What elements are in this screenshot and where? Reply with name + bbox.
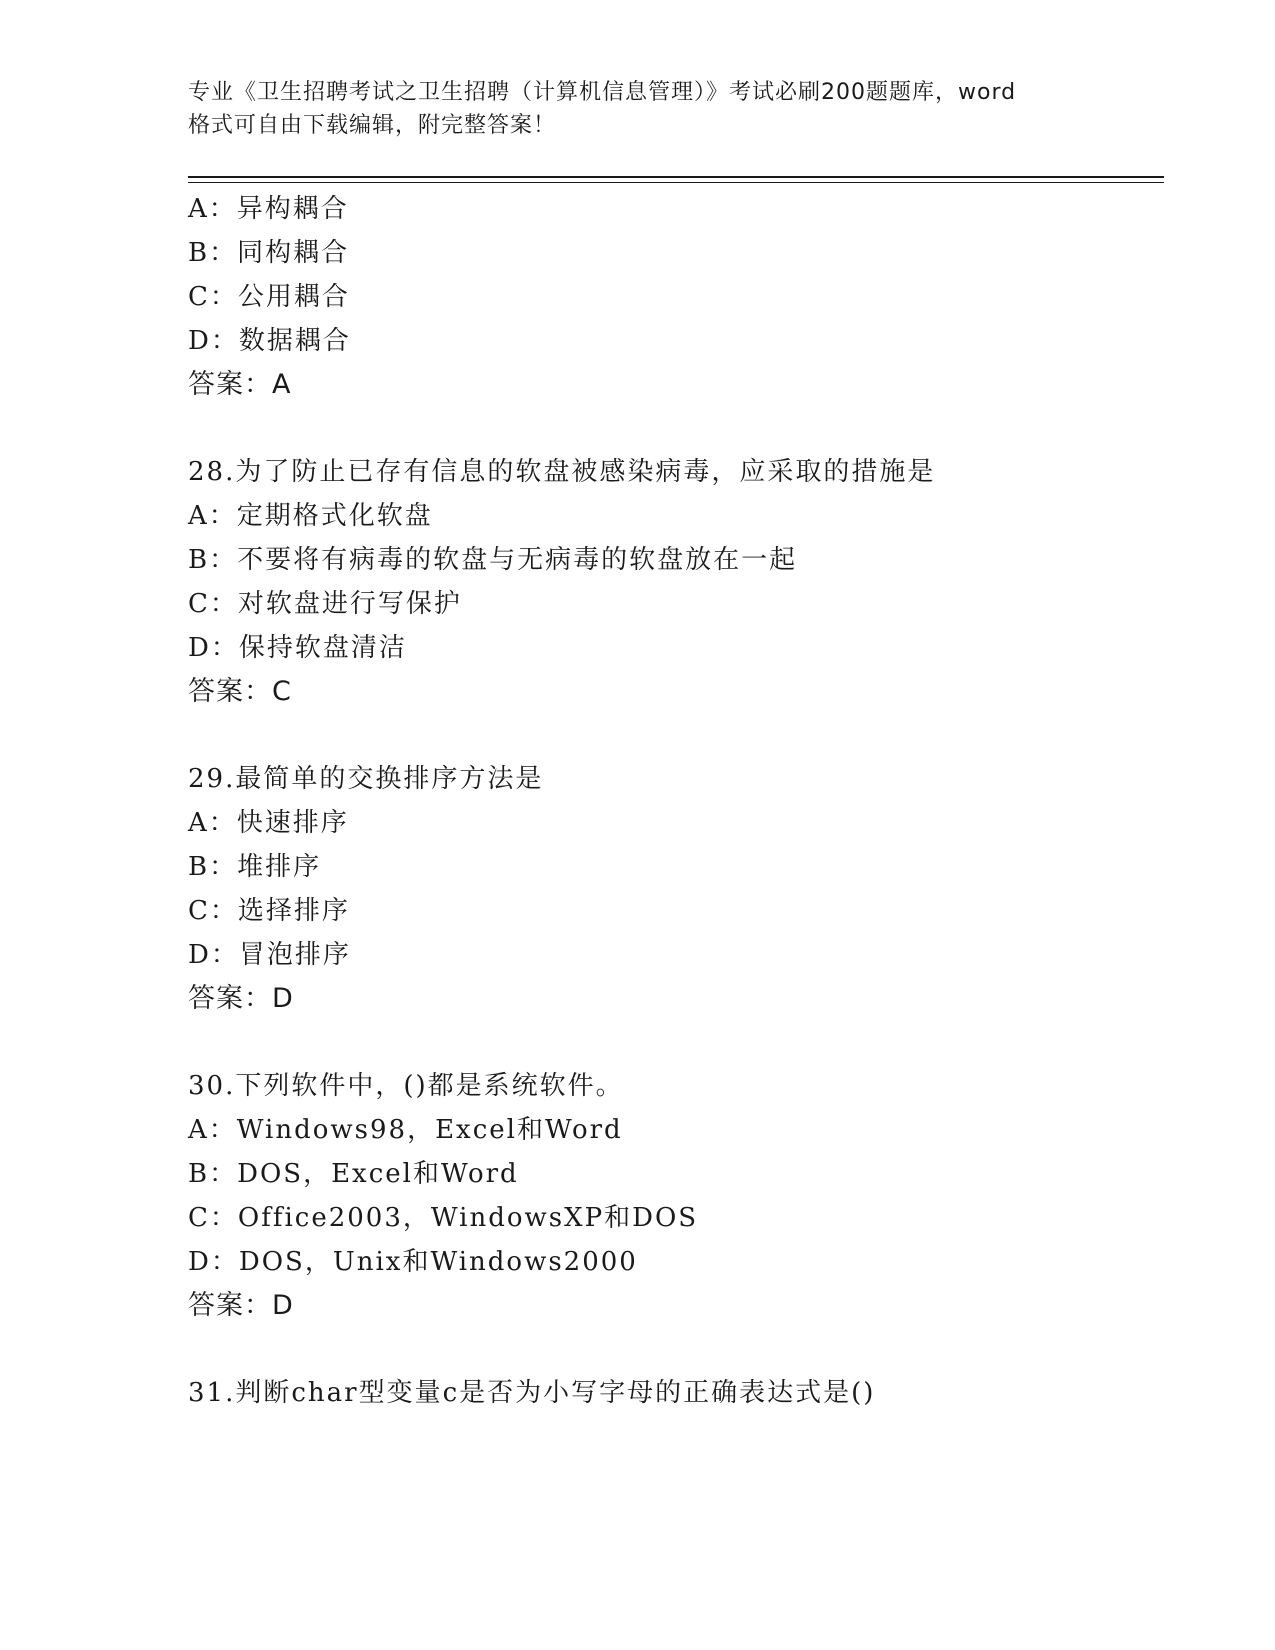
header-divider-thick xyxy=(188,176,1164,178)
q28-option-c: C：对软盘进行写保护 xyxy=(188,589,462,619)
q30-option-b: B：DOS，Excel和Word xyxy=(188,1159,519,1189)
q30-option-d: D：DOS，Unix和Windows2000 xyxy=(188,1247,638,1277)
q28-option-d: D：保持软盘清洁 xyxy=(188,633,407,663)
q27-option-c: C：公用耦合 xyxy=(188,282,350,312)
document-header xyxy=(188,76,1088,142)
q27-option-d: D：数据耦合 xyxy=(188,326,351,356)
q29-question: 29.最简单的交换排序方法是 xyxy=(188,764,544,794)
q27-answer: 答案：A xyxy=(188,369,292,400)
q28-option-b: B：不要将有病毒的软盘与无病毒的软盘放在一起 xyxy=(188,545,798,575)
q28-option-a: A：定期格式化软盘 xyxy=(188,501,433,531)
q30-option-a: A：Windows98，Excel和Word xyxy=(188,1115,623,1145)
q30-answer: 答案：D xyxy=(188,1290,294,1321)
q30-option-c: C：Office2003，WindowsXP和DOS xyxy=(188,1203,699,1233)
q29-option-c: C：选择排序 xyxy=(188,896,350,926)
header-line-1: 专业《卫生招聘考试之卫生招聘（计算机信息管理）》考试必刷200题题库，word xyxy=(188,80,1017,105)
q28-answer: 答案：C xyxy=(188,676,292,707)
q27-option-a: A：异构耦合 xyxy=(188,194,349,224)
header-line-2: 格式可自由下载编辑，附完整答案！ xyxy=(188,113,557,138)
q29-option-b: B：堆排序 xyxy=(188,852,322,882)
q27-option-b: B：同构耦合 xyxy=(188,238,350,268)
q31-question: 31.判断char型变量c是否为小写字母的正确表达式是() xyxy=(188,1378,876,1408)
q29-option-a: A：快速排序 xyxy=(188,808,349,838)
q29-option-d: D：冒泡排序 xyxy=(188,940,351,970)
header-divider-thin xyxy=(188,182,1164,183)
q30-question: 30.下列软件中，()都是系统软件。 xyxy=(188,1071,624,1101)
q28-question: 28.为了防止已存有信息的软盘被感染病毒，应采取的措施是 xyxy=(188,457,936,487)
q29-answer: 答案：D xyxy=(188,983,294,1014)
